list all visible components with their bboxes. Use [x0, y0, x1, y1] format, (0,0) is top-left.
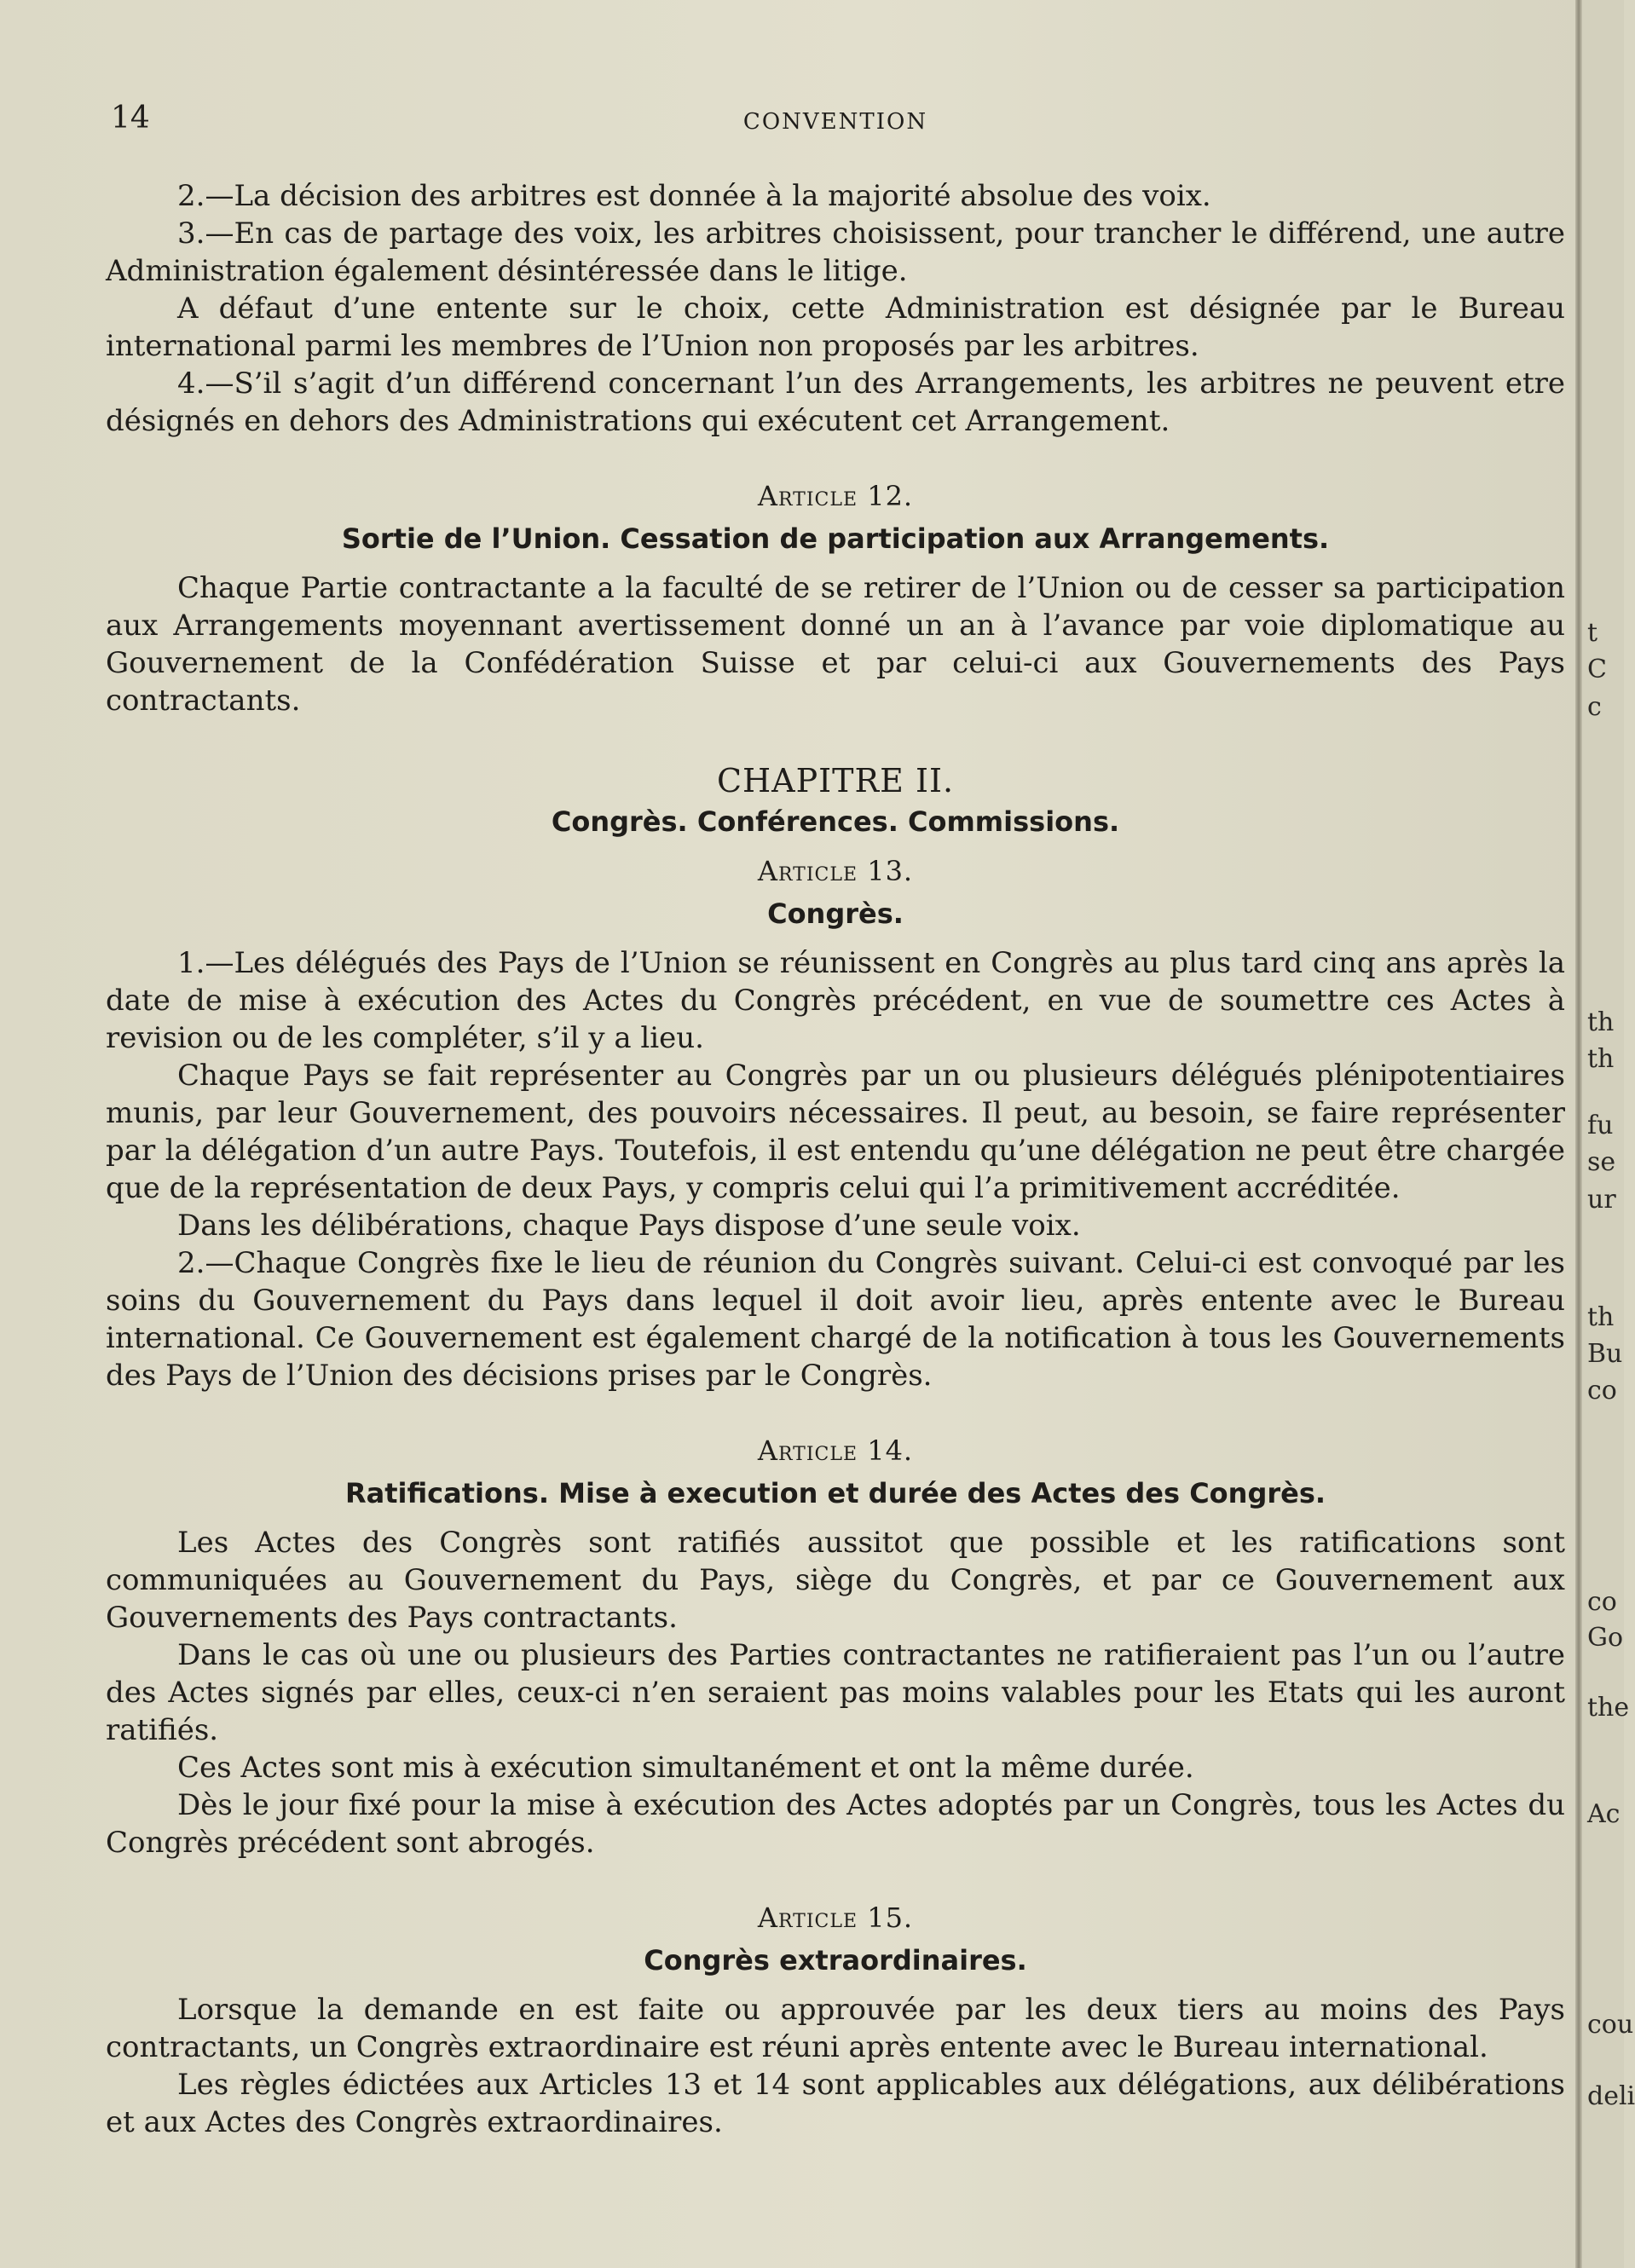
- article-15-title: Congrès extraordinaires.: [644, 1944, 1027, 1977]
- article-13-heading: Article 13.: [757, 855, 914, 887]
- chapter-heading: CHAPITRE II.: [716, 762, 955, 799]
- facing-page-fragment: ur: [1587, 1185, 1616, 1215]
- facing-page-fragment: Bu: [1587, 1339, 1623, 1369]
- facing-page-fragment: fu: [1587, 1111, 1614, 1140]
- article-13-title: Congrès.: [767, 897, 904, 930]
- facing-page-fragment: Go: [1587, 1623, 1624, 1653]
- facing-page-edge: [1582, 0, 1635, 2268]
- facing-page-fragment: th: [1587, 1302, 1615, 1332]
- facing-page-fragment: the: [1587, 1693, 1630, 1723]
- paragraph: Lorsque la demande en est faite ou approuvée par les deux tiers au moins des Pays contractants, un Congrès extraordinaire est réuni après entente avec le Bureau international.: [106, 1993, 1565, 2064]
- paragraph: Chaque Partie contractante a la faculté de se retirer de l’Union ou de cesser sa participation aux Arrangements moyennant avertissement donné un an à l’avance par voie diplomatique au Gouvernement de la Confédération Suisse et par celui-ci aux Gouvernements des Pays contractants.: [106, 571, 1565, 718]
- paragraph: Les Actes des Congrès sont ratifiés aussitot que possible et les ratifications sont communiquées au Gouvernement du Pays, siège du Congrès, et par ce Gouvernement aux Gouvernements des Pays contractants.: [106, 1526, 1565, 1635]
- article-14-title: Ratifications. Mise à execution et durée des Actes des Congrès.: [344, 1477, 1326, 1509]
- paragraph: 2.—Chaque Congrès fixe le lieu de réunion du Congrès suivant. Celui-ci est convoqué par les soins du Gouvernement du Pays dans lequel il doit avoir lieu, après entente avec le Bureau international. Ce Gouvernement est également chargé de la notification à tous les Gouvernements des Pays de l’Union des décisions prises par le Congrès.: [106, 1246, 1565, 1393]
- paragraph: Ces Actes sont mis à exécution simultanément et ont la même durée.: [177, 1751, 1194, 1785]
- facing-page-fragment: th: [1587, 1007, 1615, 1037]
- paragraph: Dans les délibérations, chaque Pays dispose d’une seule voix.: [177, 1209, 1081, 1243]
- facing-page-fragment: deli: [1587, 2081, 1635, 2111]
- paragraph: Chaque Pays se fait représenter au Congrès par un ou plusieurs délégués plénipotentiaires munis, par leur Gouvernement, des pouvoirs nécessaires. Il peut, au besoin, se faire représenter par la délégation d’un autre Pays. Toutefois, il est entendu qu’une délégation ne peut être chargée que de la représentation de deux Pays, y compris celui qui l’a primitivement accréditée.: [106, 1059, 1565, 1205]
- paragraph: 3.—En cas de partage des voix, les arbitres choisissent, pour trancher le différend, une autre Administration également désintéressée dans le litige.: [106, 216, 1565, 288]
- book-gutter: [1575, 0, 1582, 2268]
- paragraph: Dès le jour fixé pour la mise à exécution des Actes adoptés par un Congrès, tous les Actes du Congrès précédent sont abrogés.: [106, 1788, 1565, 1860]
- article-12-heading: Article 12.: [757, 480, 914, 512]
- facing-page-fragment: Ac: [1587, 1799, 1621, 1829]
- paragraph: Dans le cas où une ou plusieurs des Parties contractantes ne ratifieraient pas l’un ou l’autre des Actes signés par elles, ceux-ci n’en seraient pas moins valables pour les Etats qui les auront ratifiés.: [106, 1638, 1565, 1747]
- facing-page-fragment: cou: [1587, 2010, 1634, 2040]
- facing-page-fragment: t: [1587, 618, 1598, 648]
- paragraph: 1.—Les délégués des Pays de l’Union se réunissent en Congrès au plus tard cinq ans après la date de mise à exécution des Actes du Congrès précédent, en vue de soumettre ces Actes à revision ou de les compléter, s’il y a lieu.: [106, 946, 1565, 1055]
- article-14-heading: Article 14.: [757, 1434, 914, 1467]
- chapter-title: Congrès. Conférences. Commissions.: [551, 805, 1120, 838]
- facing-page-fragment: co: [1587, 1376, 1617, 1405]
- paragraph: Les règles édictées aux Articles 13 et 14 sont applicables aux délégations, aux délibérations et aux Actes des Congrès extraordinaires.: [106, 2068, 1565, 2139]
- paragraph: A défaut d’une entente sur le choix, cette Administration est désignée par le Bureau international parmi les membres de l’Union non proposés par les arbitres.: [106, 291, 1565, 363]
- facing-page-fragment: se: [1587, 1147, 1616, 1177]
- facing-page-fragment: c: [1587, 692, 1602, 722]
- article-12-title: Sortie de l’Union. Cessation de participation aux Arrangements.: [341, 522, 1330, 555]
- facing-page-fragment: C: [1587, 655, 1607, 684]
- page-header: [106, 101, 1565, 143]
- facing-page-fragment: th: [1587, 1044, 1615, 1074]
- article-15-heading: Article 15.: [757, 1902, 914, 1934]
- page-number: 14: [111, 101, 150, 136]
- paragraph: 4.—S’il s’agit d’un différend concernant l’un des Arrangements, les arbitres ne peuvent etre désignés en dehors des Administrations qui exécutent cet Arrangement.: [106, 366, 1565, 438]
- running-head: CONVENTION: [742, 109, 928, 135]
- paragraph: 2.—La décision des arbitres est donnée à la majorité absolue des voix.: [177, 179, 1211, 213]
- body-text: [106, 177, 1565, 2141]
- facing-page-fragment: co: [1587, 1587, 1617, 1617]
